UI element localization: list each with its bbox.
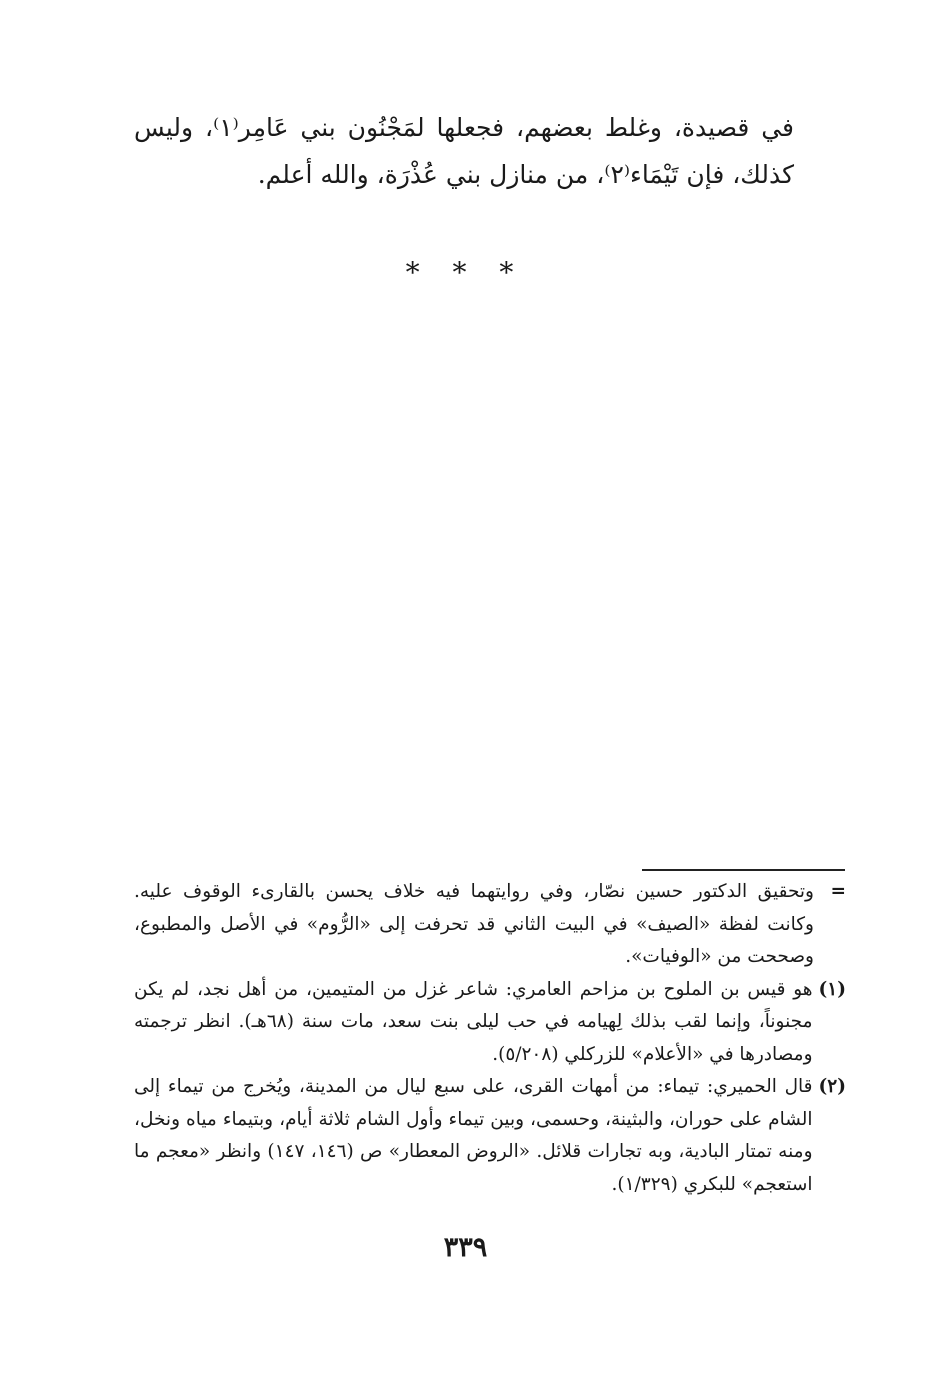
- footnote-text: وتحقيق الدكتور حسين نصّار، وفي روايتهما فيه خلاف يحسن بالقارىء الوقوف عليه. وكانت لفظة «الصيف» في البيت الثاني قد تحرفت إلى «الرُّوم» في الأصل والمطبوع، وصححت من «الوفيات».: [134, 881, 814, 967]
- page-number: ٣٣٩: [443, 1232, 488, 1263]
- footnote-1: [134, 974, 846, 1072]
- footnote-divider: [642, 869, 845, 871]
- footnote-2: [134, 1071, 846, 1201]
- footnote-text: هو قيس بن الملوح بن مزاحم العامري: شاعر غزل من المتيمين، من أهل نجد، لم يكن مجنوناً، وإنما لقب بذلك لِهيامه في حب ليلى بنت سعد، مات سنة (٦٨هـ). انظر ترجمته ومصادرها في «الأعلام» للزركلي (٥/٢٠٨).: [134, 978, 813, 1065]
- main-paragraph: في قصيدة، وغلط بعضهم، فجعلها لمَجْنُون بني عَامِر⁽١⁾، وليس كذلك، فإن تَيْمَاء⁽٢⁾، من منازل بني عُذْرَة، والله أعلم.: [134, 113, 794, 189]
- footnote-marker: =: [830, 881, 846, 902]
- footnote-continued: [134, 876, 846, 974]
- footnote-text: قال الحميري: تيماء: من أمهات القرى، على سبع ليال من المدينة، ويُخرج من تيماء إلى الشام على حوران، والبثينة، وحسمى، وبين تيماء وأول الشام ثلاثة أيام، وبتيماء مياه ونخل، ومنه تمتار البادية، وبه تجارات قلائل. «الروض المعطار» ص (١٤٦، ١٤٧) وانظر «معجم ما استعجم» للبكري (١/٣٢٩).: [134, 1076, 813, 1195]
- footnotes: [134, 876, 846, 1201]
- footnote-marker: (١): [818, 978, 846, 1000]
- main-text-block: [134, 104, 794, 198]
- section-separator: * * *: [405, 256, 526, 289]
- footnote-marker: (٢): [818, 1076, 846, 1097]
